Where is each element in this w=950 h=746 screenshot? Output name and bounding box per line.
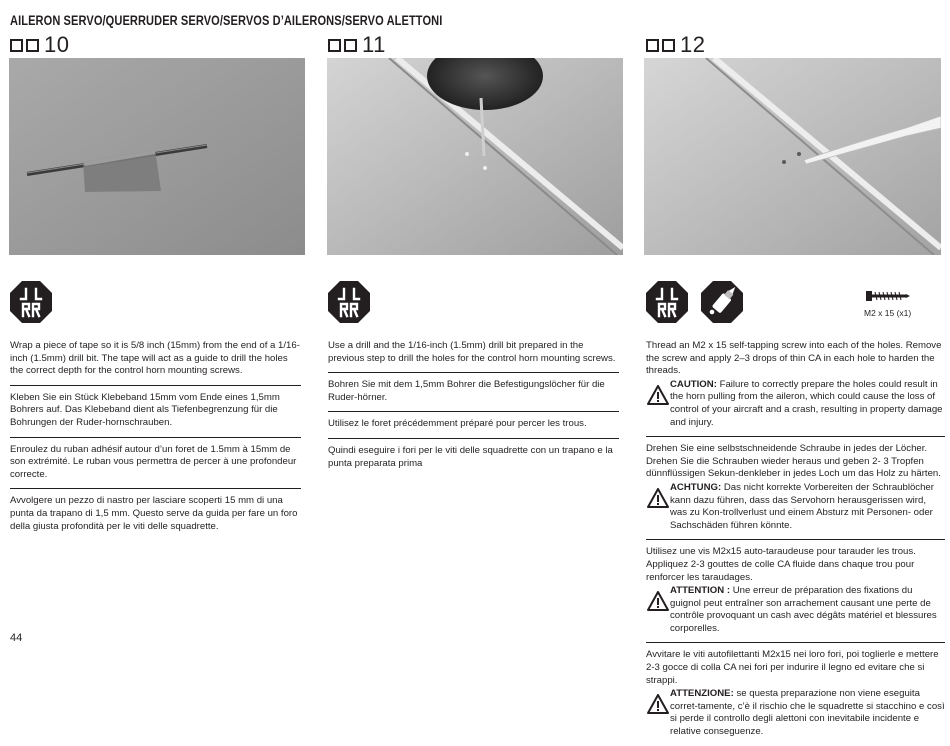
- instruction-fr: Utilisez une vis M2x15 auto-taraudeuse pour tarauder les trous. Appliquez 2-3 gouttes de colle CA fluide dans chaque trou pour renforcer les taraudages. ATTENTION : Une erreur de préparation des fixations du guignol peut entraîner son arrachement causant une perte de contrôle provoquant un cash avec dégâts matériel et blessures corporelles.: [646, 540, 945, 643]
- step-11-instructions: [328, 340, 619, 477]
- instruction-de: Drehen Sie eine selbstschneidende Schraube in jedes der Löcher. Drehen Sie die Schrauben wieder heraus und geben 2- 3 Tropfen dünnflüssigen Sekun-denkleber in jedes Loch um das Holz zu härten. ACHTUNG: Das nicht korrekte Vorbereiten der Schraublöcher kann dazu führen, dass das Servohorn herausgerissen wird, was zu Kon-trollverlust und einem Absturz mit Personen- oder Sachschäden führen könnte.: [646, 437, 945, 540]
- checkbox-icon: [344, 39, 357, 52]
- step-12-photo: [644, 58, 941, 255]
- checkbox-icon: [328, 39, 341, 52]
- instruction-fr: Utilisez le foret précédemment préparé pour percer les trous.: [328, 412, 619, 439]
- instruction-de: Bohren Sie mit dem 1,5mm Bohrer die Befestigungslöcher für die Ruder-hörner.: [328, 373, 619, 412]
- warning-triangle-icon: [646, 488, 670, 508]
- instruction-it: Avvitare le viti autofilettanti M2x15 nei loro fori, poi toglierle e mettere 2-3 gocce di colla CA nei fori per indurire il legno ed evitare che si strappi. ATTENZIONE: se questa preparazione non viene eseguita corret-tamente, c’è il rischio che le squadrette si stacchino e così si perde il controllo degli alettoni con inevitabile incidente e relative conseguenze.: [646, 649, 945, 738]
- step-number: 10: [44, 32, 70, 57]
- instruction-it: Quindi eseguire i fori per le viti delle squadrette con un trapano e la punta preparata prima: [328, 444, 613, 469]
- hands-tools-icon: [645, 280, 689, 324]
- step-10-instructions: [10, 340, 301, 540]
- warning-note: ATTENTION : Une erreur de préparation des fixations du guignol peut entraîner son arrachement causant une perte de contrôle provoquant un cash avec dégâts matériel et blessures corporelles.: [646, 585, 945, 635]
- page-title: AILERON SERVO/QUERRUDER SERVO/SERVOS D’AILERONS/SERVO ALETTONI: [10, 13, 443, 28]
- step-10-photo: [9, 58, 305, 255]
- warning-note: ACHTUNG: Das nicht korrekte Vorbereiten der Schraublöcher kann dazu führen, dass das Servohorn herausgerissen wird, was zu Kon-trollverlust und einem Absturz mit Personen- oder Sachschäden führen könnte.: [646, 482, 945, 532]
- screw-icon: [866, 289, 910, 303]
- hands-tools-icon: [327, 280, 371, 324]
- hardware-label: M2 x 15 (x1): [864, 308, 912, 318]
- step-12-instructions: [646, 340, 945, 746]
- checkbox-icon: [26, 39, 39, 52]
- checkbox-icon: [10, 39, 23, 52]
- warning-note: CAUTION: Failure to correctly prepare the holes could result in the horn pulling from the aileron, which could cause the loss of control of your aircraft and a crash, resulting in property damage and injury.: [646, 379, 945, 429]
- warning-triangle-icon: [646, 694, 670, 714]
- ca-glue-bottle-icon: [700, 280, 744, 324]
- warning-triangle-icon: [646, 591, 670, 611]
- checkbox-icon: [646, 39, 659, 52]
- instruction-en: Thread an M2 x 15 self-tapping screw into each of the holes. Remove the screw and apply 2–3 drops of thin CA in each hole to harden the threads. CAUTION: Failure to correctly prepare the holes could result in the horn pulling from the aileron, which could cause the loss of control of your aircraft and a crash, resulting in property damage and injury.: [646, 340, 945, 437]
- checkbox-icon: [662, 39, 675, 52]
- instruction-en: Wrap a piece of tape so it is 5/8 inch (15mm) from the end of a 1/16-inch (1.5mm) drill bit. The tape will act as a guide to drill the holes the correct depth for the control horn mounting screws.: [10, 340, 301, 386]
- hands-tools-icon: [9, 280, 53, 324]
- warning-triangle-icon: [646, 385, 670, 405]
- page-number: 44: [10, 632, 23, 644]
- instruction-it: Avvolgere un pezzo di nastro per lasciare scoperti 15 mm di una punta da trapano di 1,5 mm. Questo serve da guida per fare un foro della giusta profondità per le viti delle squadrette.: [10, 495, 298, 532]
- step-heading-10: [10, 32, 69, 58]
- instruction-de: Kleben Sie ein Stück Klebeband 15mm vom Ende eines 1,5mm Bohrers auf. Das Klebeband dient als Tiefenbegrenzung für die Bohrungen der Ruder-hornschrauben.: [10, 386, 301, 438]
- instruction-en: Use a drill and the 1/16-inch (1.5mm) drill bit prepared in the previous step to drill the holes for the control horn mounting screws.: [328, 340, 619, 373]
- instruction-fr: Enroulez du ruban adhésif autour d’un foret de 1.5mm à 15mm de son extrémité. Le ruban vous permettra de percer à une profondeur correcte.: [10, 438, 301, 490]
- step-number: 12: [680, 32, 706, 57]
- warning-note: ATTENZIONE: se questa preparazione non viene eseguita corret-tamente, c’è il rischio che le squadrette si stacchino e così si perde il controllo degli alettoni con inevitabile incidente e relative conseguenze.: [646, 688, 945, 738]
- step-heading-12: [646, 32, 705, 58]
- step-number: 11: [362, 32, 386, 57]
- step-11-photo: [327, 58, 623, 255]
- step-heading-11: [328, 32, 386, 58]
